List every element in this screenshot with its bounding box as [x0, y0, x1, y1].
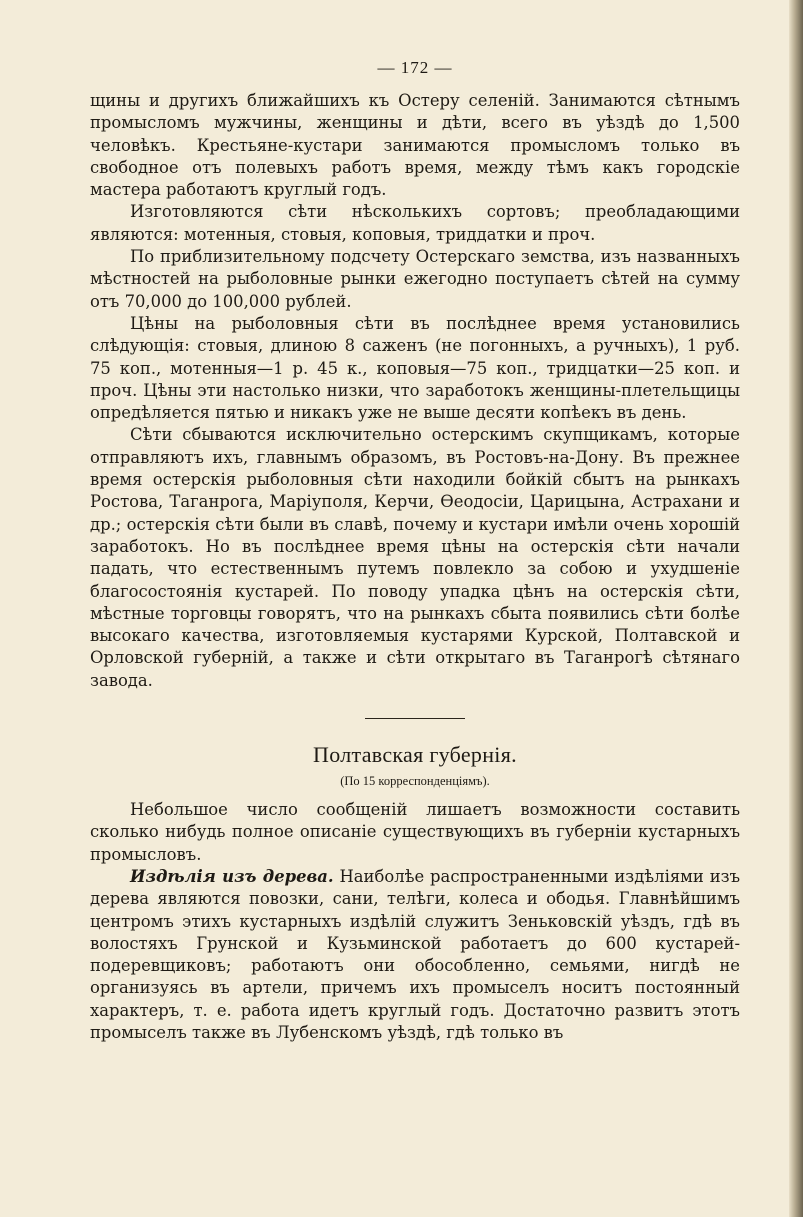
page-edge — [789, 0, 803, 1217]
section-subtitle: (По 15 корреспонденціямъ). — [340, 774, 490, 789]
section-title: Полтавская губернія. — [313, 742, 517, 768]
page-number: — 172 — — [377, 58, 453, 77]
paragraph-continued: щины и другихъ ближайшихъ къ Остеру селеній. Занимаются сѣтнымъ промысломъ мужчины, женщины и дѣти, всего въ уѣздѣ до 1,500 человѣкъ. Крестьяне-кустари занимаются промысломъ только въ свободное отъ полевыхъ работъ время, между тѣмъ какъ городскіе мастера работаютъ круглый годъ. — [90, 91, 740, 200]
section-divider — [365, 718, 465, 720]
wood-products-text: Наиболѣе распространенными издѣліями изъ дерева являются повозки, сани, телѣги, колеса и ободья. Главнѣйшимъ центромъ этихъ кустарныхъ издѣлій служитъ Зеньковскій уѣздъ, гдѣ въ волостяхъ Грунской и Кузьминской работаетъ до 600 кустарей-подеревщиковъ; работаютъ они обособленно, семьями, нигдѣ не организуясь въ артели, причемъ ихъ промыселъ носитъ постоянный характеръ, т. е. работа идетъ круглый годъ. Достаточно развитъ этотъ промыселъ также въ Лубенскомъ уѣздѣ, гдѣ только въ — [90, 866, 740, 1042]
paragraph-prices: Цѣны на рыболовныя сѣти въ послѣднее время установились слѣдующія: стовыя, длиною 8 саженъ (не погонныхъ, а ручныхъ), 1 руб. 75 коп., мотенныя—1 р. 45 к., коповыя—75 коп., тридцатки—25 коп. и проч. Цѣны эти настолько низки, что заработокъ женщины-плетельщицы опредѣляется пятью и никакъ уже не выше десяти копѣекъ въ день. — [90, 313, 740, 423]
paragraph-zemstvo-estimate: По приблизительному подсчету Остерскаго земства, изъ названныхъ мѣстностей на рыболовные рынки ежегодно поступаетъ сѣтей на сумму отъ 70,000 до 100,000 рублей. — [90, 247, 740, 311]
document-page — [90, 58, 740, 1044]
wood-products-heading: Издѣлія изъ дерева. — [130, 866, 334, 886]
paragraph-sales: Сѣти сбываются исключительно остерскимъ скупщикамъ, которые отправляютъ ихъ, главнымъ образомъ, въ Ростовъ-на-Дону. Въ прежнее время остерскія рыболовныя сѣти находили бойкій сбытъ на рынкахъ Ростова, Таганрога, Маріуполя, Керчи, Ѳеодосіи, Царицына, Астрахани и др.; остерскія сѣти были въ славѣ, почему и кустари имѣли очень хорошій заработокъ. Но въ послѣднее время цѣны на остерскія сѣти начали падать, что естественнымъ путемъ повлекло за собою и ухудшеніе благосостоянія кустарей. По поводу упадка цѣнъ на остерскія сѣти, мѣстные торговцы говорятъ, что на рынкахъ сбыта появились сѣти болѣе высокаго качества, изготовляемыя кустарями Курской, Полтавской и Орловской губерній, а также и сѣти открытаго въ Таганрогѣ сѣтянаго завода. — [90, 425, 740, 690]
paragraph-net-types: Изготовляются сѣти нѣсколькихъ сортовъ; преобладающими являются: мотенныя, стовыя, коповыя, триддатки и проч. — [90, 202, 740, 244]
section-wood-paragraph — [90, 866, 740, 1044]
section-intro: Небольшое число сообщеній лишаетъ возможности составить сколько нибудь полное описаніе существующихъ въ губерніи кустарныхъ промысловъ. — [90, 800, 740, 864]
